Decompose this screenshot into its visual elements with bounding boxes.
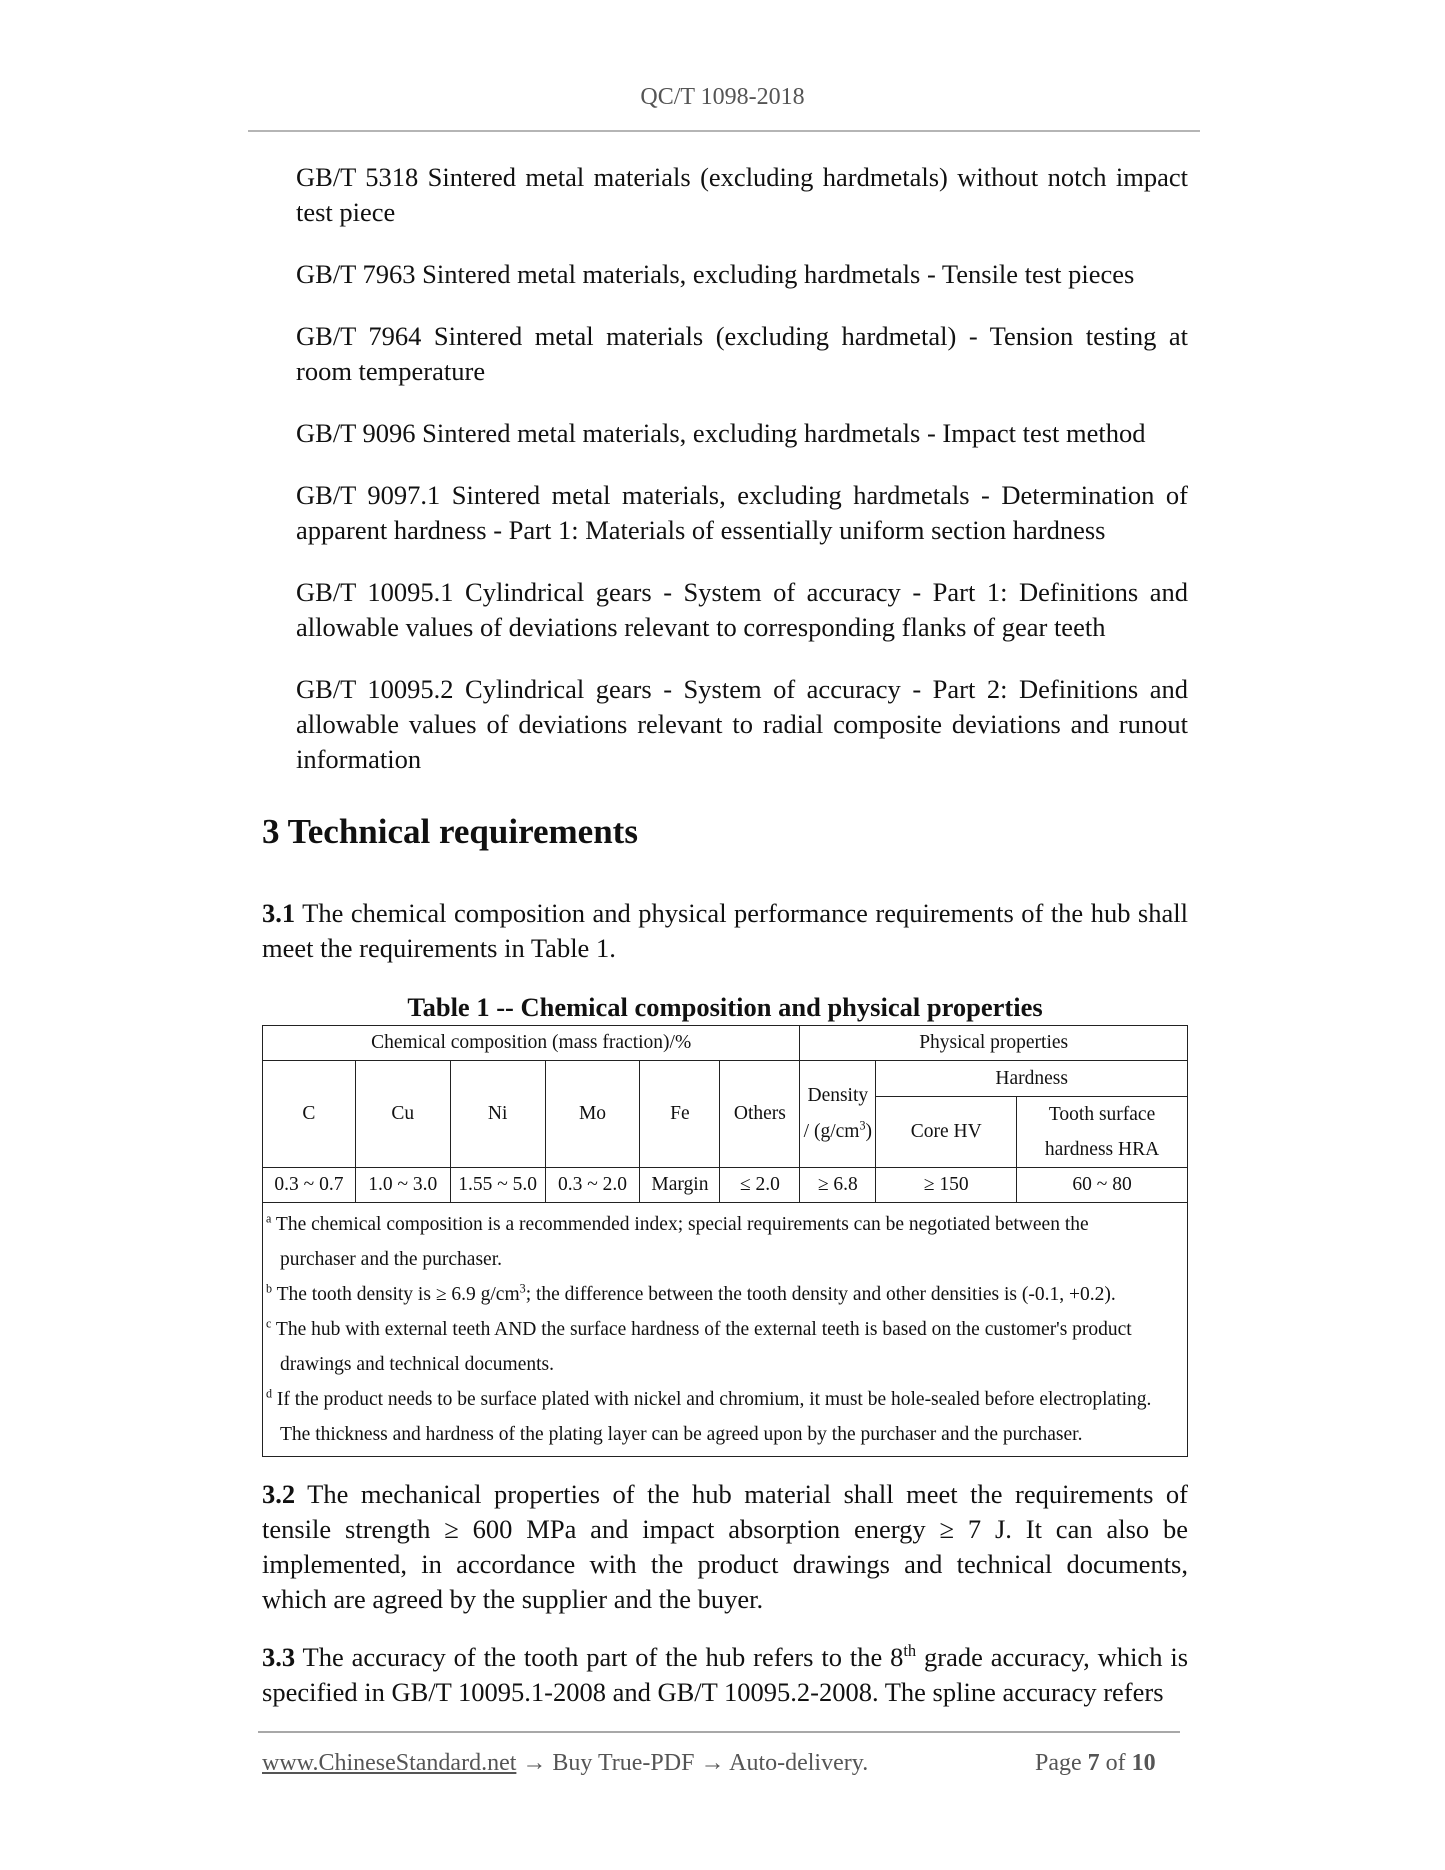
header-physical-properties: Physical properties: [800, 1026, 1188, 1061]
clause-text: The accuracy of the tooth part of the hub refers to the 8: [295, 1642, 904, 1672]
footer-divider: [258, 1731, 1180, 1733]
clause-text: The chemical composition and physical performance requirements of the hub shall meet the requirements in Table 1.: [262, 898, 1188, 963]
table-caption: Table 1 -- Chemical composition and physical properties: [407, 992, 1043, 1022]
col-header-cu: Cu: [355, 1061, 450, 1168]
density-unit-end: ): [865, 1121, 872, 1142]
header-hardness: Hardness: [876, 1061, 1188, 1097]
clause-3-1: [262, 896, 1188, 966]
page-indicator: Page 7 of 10: [1035, 1750, 1156, 1776]
reference-item: GB/T 5318 Sintered metal materials (excluding hardmetals) without notch impact test piece: [296, 162, 1188, 227]
clause-number: 3.3: [262, 1642, 296, 1672]
clause-3-2: [262, 1477, 1188, 1617]
density-unit: / (g/cm: [803, 1121, 860, 1142]
document-header-title: QC/T 1098-2018: [640, 84, 805, 110]
clause-text: The mechanical properties of the hub material shall meet the requirements of tensile strength ≥ 600 MPa and impact absorption energy ≥ 7 J. It can also be implemented, in accordance with the product drawings and technical documents, which are agreed by the supplier and the buyer.: [262, 1479, 1188, 1614]
chinesestandard-link[interactable]: www.ChineseStandard.net: [262, 1750, 517, 1776]
cell-fe: Margin: [640, 1168, 720, 1203]
density-label: Density: [807, 1085, 869, 1106]
cell-tooth-hra: 60 ~ 80: [1017, 1168, 1188, 1203]
section-heading: 3 Technical requirements: [262, 812, 638, 851]
table-notes: [263, 1203, 1188, 1457]
ordinal-suffix: th: [903, 1641, 917, 1661]
col-header-c: C: [263, 1061, 356, 1168]
tooth-surface-label-2: hardness HRA: [1044, 1139, 1160, 1160]
cell-cu: 1.0 ~ 3.0: [355, 1168, 450, 1203]
reference-item: GB/T 9097.1 Sintered metal materials, excluding hardmetals - Determination of apparent hardness - Part 1: Materials of essentially uniform section hardness: [296, 480, 1188, 545]
table-note-d: $^d$ If the product needs to be surface plated with nickel and chromium, it must be hole-sealed before electroplating. The thickness and hardness of the plating layer can be agreed upon by the purchaser and the purchaser.: [266, 1386, 1152, 1445]
clause-number: 3.2: [262, 1479, 296, 1509]
table-row: [263, 1168, 1188, 1203]
cell-ni: 1.55 ~ 5.0: [450, 1168, 545, 1203]
col-header-density: [800, 1061, 876, 1168]
table-note-a: $^a$ The chemical composition is a recommended index; special requirements can be negotiated between the purchaser and the purchaser.: [266, 1211, 1089, 1270]
tooth-surface-label-1: Tooth surface: [1048, 1104, 1156, 1125]
col-header-ni: Ni: [450, 1061, 545, 1168]
reference-item: GB/T 10095.2 Cylindrical gears - System of accuracy - Part 2: Definitions and allowable values of deviations relevant to radial composite deviations and runout information: [296, 674, 1188, 774]
col-header-others: Others: [720, 1061, 800, 1168]
col-header-core-hv: Core HV: [876, 1097, 1017, 1168]
clause-3-3: [262, 1640, 1188, 1710]
density-unit-sup: 3: [859, 1118, 866, 1133]
table-note-c: $^c$ The hub with external teeth AND the surface hardness of the external teeth is based on the customer's product drawings and technical documents.: [266, 1316, 1132, 1375]
footer-promo-text: → Buy True-PDF → Auto-delivery.: [516, 1750, 869, 1776]
clause-number: 3.1: [262, 898, 296, 928]
col-header-mo: Mo: [545, 1061, 640, 1168]
footer-promo: [262, 1750, 868, 1777]
cell-c: 0.3 ~ 0.7: [263, 1168, 356, 1203]
total-pages: 10: [1131, 1750, 1156, 1776]
cell-others: ≤ 2.0: [720, 1168, 800, 1203]
reference-item: GB/T 10095.1 Cylindrical gears - System of accuracy - Part 1: Definitions and allowable values of deviations relevant to corresponding flanks of gear teeth: [296, 577, 1188, 642]
chemical-physical-table: [262, 1025, 1188, 1457]
cell-density: ≥ 6.8: [800, 1168, 876, 1203]
cell-mo: 0.3 ~ 2.0: [545, 1168, 640, 1203]
clause-text-cont: grade accuracy, which is specified in GB/T 10095.1-2008 and GB/T 10095.2-2008. The spline accuracy refers: [262, 1642, 1189, 1707]
header-chemical-composition: Chemical composition (mass fraction)/%: [263, 1026, 800, 1061]
reference-item: GB/T 7963 Sintered metal materials, excluding hardmetals - Tensile test pieces: [296, 259, 1135, 289]
col-header-tooth-surface-hra: [1017, 1097, 1188, 1168]
reference-item: GB/T 9096 Sintered metal materials, excluding hardmetals - Impact test method: [296, 418, 1146, 448]
table-note-b: $^b$ The tooth density is ≥ 6.9 $g/cm^3$; the difference between the tooth density and other densities is (-0.1, +0.2).: [266, 1281, 1116, 1305]
header-divider: [248, 130, 1200, 132]
current-page: 7: [1087, 1750, 1100, 1776]
cell-core-hv: ≥ 150: [876, 1168, 1017, 1203]
col-header-fe: Fe: [640, 1061, 720, 1168]
normative-references-list: [296, 160, 1188, 804]
reference-item: GB/T 7964 Sintered metal materials (excluding hardmetal) - Tension testing at room temperature: [296, 321, 1188, 386]
